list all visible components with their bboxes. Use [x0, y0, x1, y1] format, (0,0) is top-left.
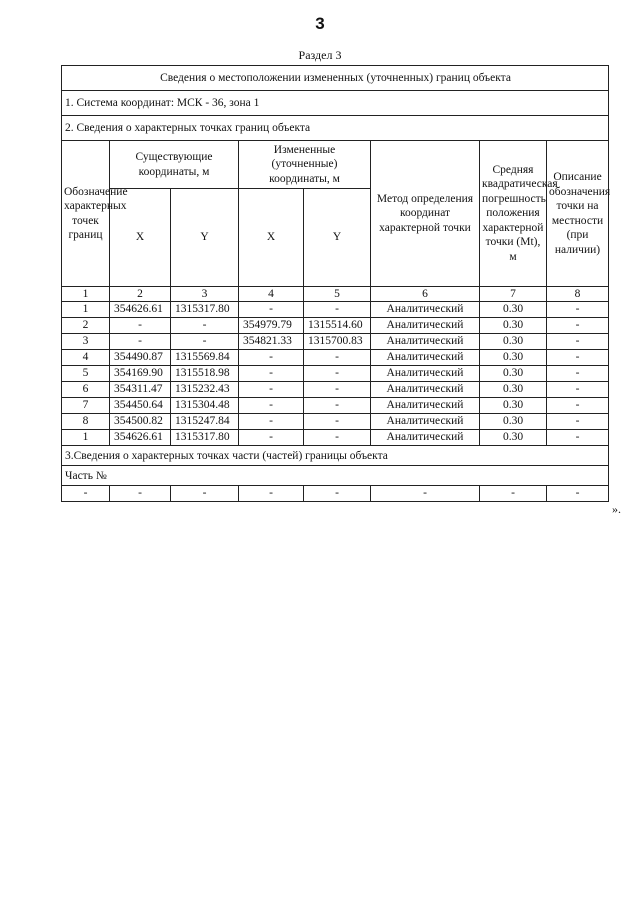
column-numbers-row — [62, 287, 609, 302]
cell-description: - — [547, 382, 609, 398]
column-number: 7 — [480, 287, 547, 302]
header-existing-x: X — [110, 189, 171, 287]
cell-accuracy: 0.30 — [480, 334, 547, 350]
page-number: 3 — [315, 14, 325, 33]
cell-changed-x: - — [239, 398, 304, 414]
cell-description: - — [547, 430, 609, 446]
empty-cell: - — [304, 486, 371, 502]
empty-part-row — [62, 486, 609, 502]
cell-existing-x: - — [110, 318, 171, 334]
cell-method: Аналитический — [371, 302, 480, 318]
cell-accuracy: 0.30 — [480, 350, 547, 366]
cell-method: Аналитический — [371, 366, 480, 382]
cell-accuracy: 0.30 — [480, 366, 547, 382]
table-row — [62, 382, 609, 398]
empty-cell: - — [110, 486, 171, 502]
cell-changed-y: - — [304, 366, 371, 382]
header-changed-y: Y — [304, 189, 371, 287]
table-row — [62, 398, 609, 414]
cell-changed-y: - — [304, 398, 371, 414]
header-changed: Измененные (уточненные) координаты, м — [239, 141, 371, 189]
cell-accuracy: 0.30 — [480, 398, 547, 414]
cell-point: 1 — [62, 302, 110, 318]
cell-existing-x: 354626.61 — [110, 302, 171, 318]
cell-description: - — [547, 334, 609, 350]
cell-changed-y: - — [304, 382, 371, 398]
cell-existing-x: 354626.61 — [110, 430, 171, 446]
header-description: Описание обозначения точки на местности (при наличии) — [547, 141, 609, 287]
cell-point: 4 — [62, 350, 110, 366]
cell-changed-y: 1315514.60 — [304, 318, 371, 334]
cell-changed-x: - — [239, 302, 304, 318]
table-row — [62, 366, 609, 382]
cell-changed-y: - — [304, 414, 371, 430]
cell-existing-y: 1315247.84 — [171, 414, 239, 430]
cell-existing-x: 354450.64 — [110, 398, 171, 414]
cell-point: 6 — [62, 382, 110, 398]
empty-cell: - — [480, 486, 547, 502]
cell-accuracy: 0.30 — [480, 430, 547, 446]
closing-mark: ». — [612, 502, 621, 516]
column-number: 4 — [239, 287, 304, 302]
cell-accuracy: 0.30 — [480, 302, 547, 318]
header-accuracy: Средняя квадратическая погрешность положения характерной точки (Mt), м — [480, 141, 547, 287]
header-changed-x: X — [239, 189, 304, 287]
column-number: 3 — [171, 287, 239, 302]
cell-changed-x: 354979.79 — [239, 318, 304, 334]
cell-existing-y: - — [171, 334, 239, 350]
header-designation: Обозначение характерных точек границ — [62, 141, 110, 287]
cell-description: - — [547, 414, 609, 430]
cell-method: Аналитический — [371, 382, 480, 398]
column-number: 5 — [304, 287, 371, 302]
cell-point: 5 — [62, 366, 110, 382]
cell-point: 8 — [62, 414, 110, 430]
column-number: 1 — [62, 287, 110, 302]
column-number: 8 — [547, 287, 609, 302]
cell-description: - — [547, 318, 609, 334]
cell-method: Аналитический — [371, 334, 480, 350]
cell-method: Аналитический — [371, 414, 480, 430]
cell-existing-x: 354311.47 — [110, 382, 171, 398]
cell-existing-y: 1315232.43 — [171, 382, 239, 398]
cell-existing-x: 354169.90 — [110, 366, 171, 382]
cell-existing-y: 1315317.80 — [171, 302, 239, 318]
table-row — [62, 350, 609, 366]
cell-accuracy: 0.30 — [480, 414, 547, 430]
cell-accuracy: 0.30 — [480, 382, 547, 398]
empty-cell: - — [239, 486, 304, 502]
cell-description: - — [547, 350, 609, 366]
empty-cell: - — [171, 486, 239, 502]
cell-point: 7 — [62, 398, 110, 414]
cell-point: 3 — [62, 334, 110, 350]
empty-cell: - — [62, 486, 110, 502]
section-label: Раздел 3 — [298, 48, 342, 62]
cell-description: - — [547, 302, 609, 318]
cell-existing-x: 354490.87 — [110, 350, 171, 366]
table-row — [62, 302, 609, 318]
cell-method: Аналитический — [371, 350, 480, 366]
table-row — [62, 334, 609, 350]
cell-description: - — [547, 398, 609, 414]
header-method: Метод определения координат характерной точки — [371, 141, 480, 287]
coord-system: 1. Система координат: МСК - 36, зона 1 — [62, 91, 609, 116]
header-existing: Существующие координаты, м — [110, 141, 239, 189]
cell-accuracy: 0.30 — [480, 318, 547, 334]
cell-description: - — [547, 366, 609, 382]
cell-changed-x: - — [239, 382, 304, 398]
cell-changed-y: - — [304, 302, 371, 318]
cell-existing-y: 1315317.80 — [171, 430, 239, 446]
cell-existing-y: 1315569.84 — [171, 350, 239, 366]
cell-method: Аналитический — [371, 430, 480, 446]
cell-changed-x: - — [239, 350, 304, 366]
table-row — [62, 430, 609, 446]
cell-existing-y: - — [171, 318, 239, 334]
parts-heading: 3.Сведения о характерных точках части (частей) границы объекта — [62, 446, 609, 466]
points-heading: 2. Сведения о характерных точках границ объекта — [62, 116, 609, 141]
column-number: 6 — [371, 287, 480, 302]
cell-existing-y: 1315304.48 — [171, 398, 239, 414]
cell-existing-x: 354500.82 — [110, 414, 171, 430]
table-row — [62, 318, 609, 334]
part-number-label: Часть № — [62, 466, 609, 486]
empty-cell: - — [371, 486, 480, 502]
cell-changed-x: - — [239, 414, 304, 430]
cell-point: 2 — [62, 318, 110, 334]
empty-cell: - — [547, 486, 609, 502]
column-number: 2 — [110, 287, 171, 302]
cell-changed-y: - — [304, 430, 371, 446]
cell-existing-y: 1315518.98 — [171, 366, 239, 382]
cell-changed-x: - — [239, 430, 304, 446]
cell-changed-y: - — [304, 350, 371, 366]
table-title: Сведения о местоположении измененных (уточненных) границ объекта — [62, 66, 609, 91]
cell-changed-y: 1315700.83 — [304, 334, 371, 350]
boundary-table — [61, 65, 609, 502]
cell-method: Аналитический — [371, 318, 480, 334]
header-existing-y: Y — [171, 189, 239, 287]
cell-changed-x: - — [239, 366, 304, 382]
cell-existing-x: - — [110, 334, 171, 350]
cell-method: Аналитический — [371, 398, 480, 414]
cell-point: 1 — [62, 430, 110, 446]
table-row — [62, 414, 609, 430]
cell-changed-x: 354821.33 — [239, 334, 304, 350]
